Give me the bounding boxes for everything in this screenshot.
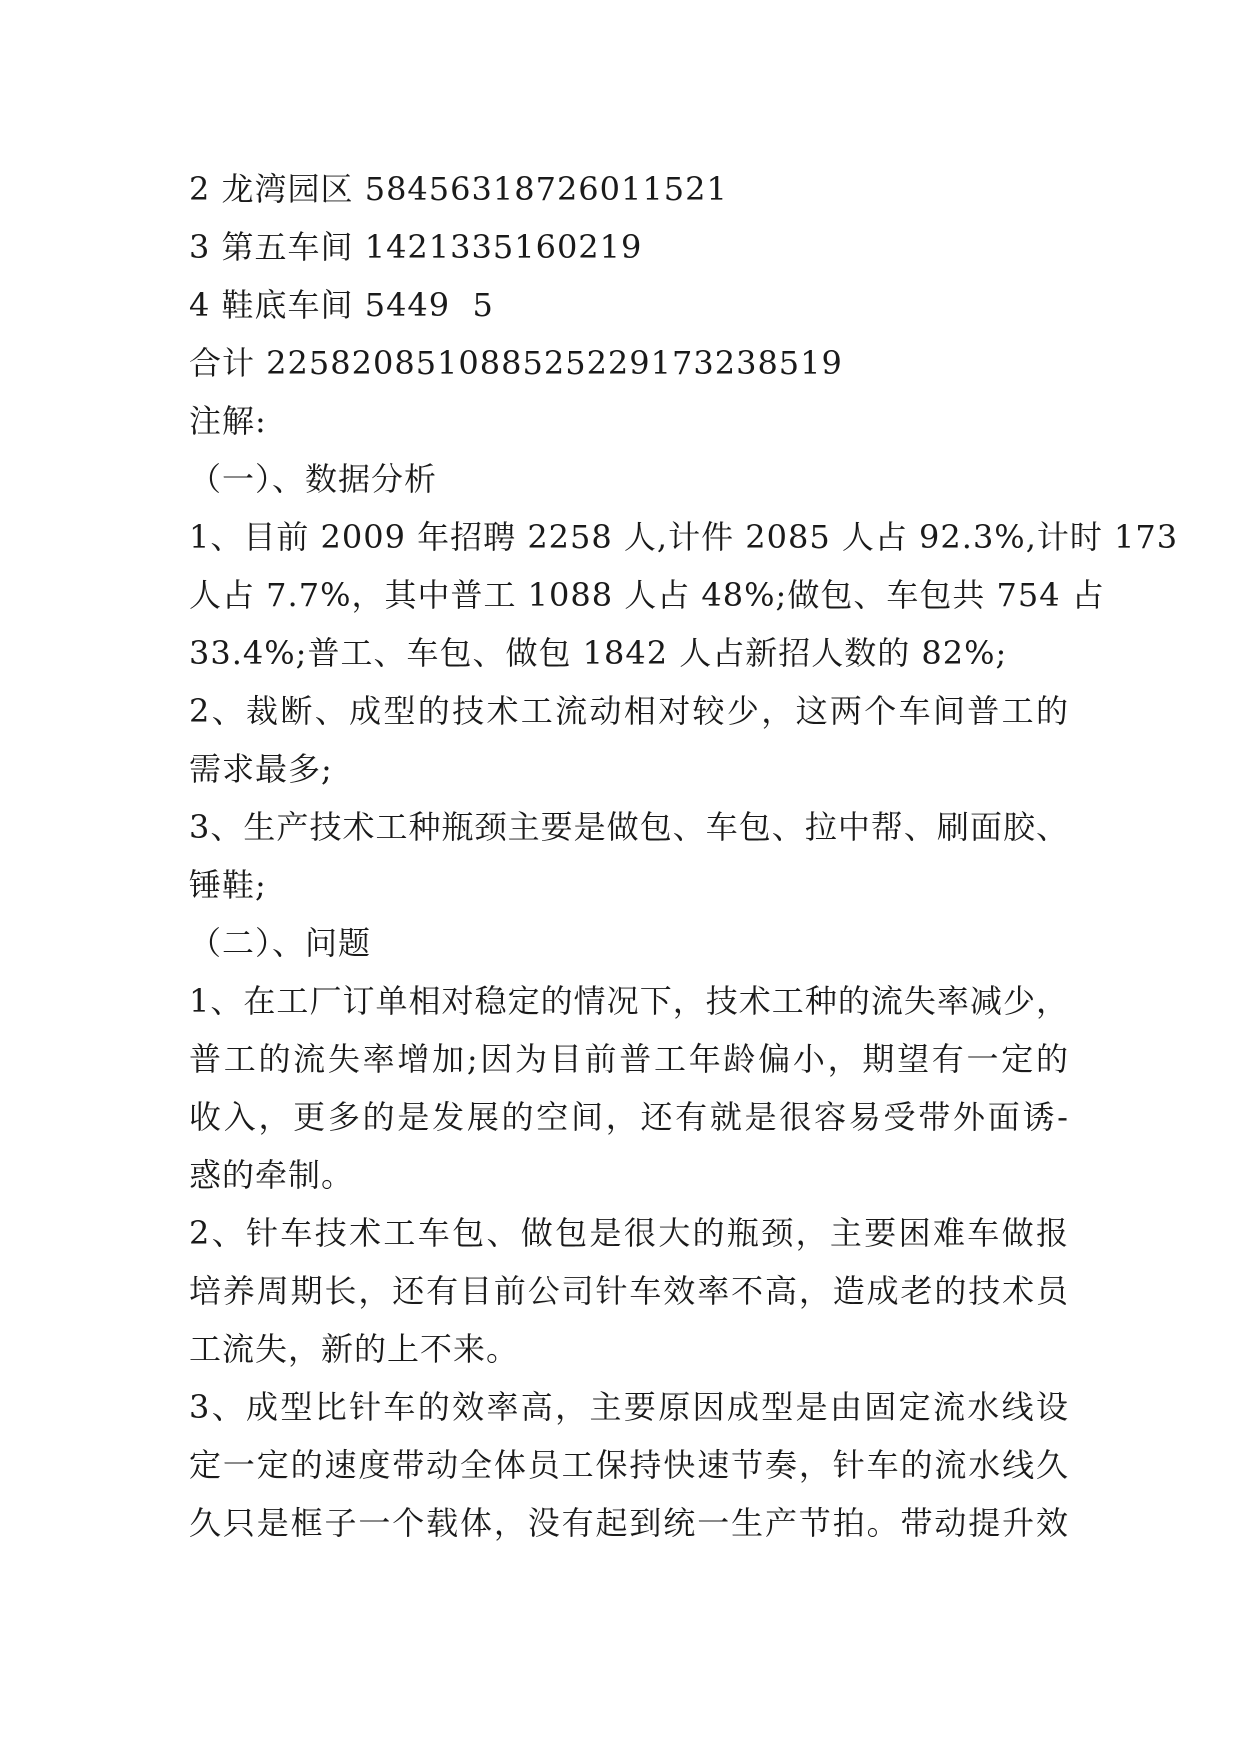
text-line: 2 龙湾园区 58456318726011521 <box>189 170 728 208</box>
text-line: 1、在工厂订单相对稳定的情况下，技术工种的流失率减少， <box>189 982 1069 1020</box>
text-line: 4 鞋底车间 5449 5 <box>189 286 494 324</box>
text-line: 定一定的速度带动全体员工保持快速节奏，针车的流水线久 <box>189 1446 1069 1484</box>
text-line: 3、生产技术工种瓶颈主要是做包、车包、拉中帮、刷面胶、 <box>189 808 1069 846</box>
text-line: 3、成型比针车的效率高，主要原因成型是由固定流水线设 <box>189 1388 1069 1426</box>
section-heading: （二）、问题 <box>189 924 372 962</box>
text-line: 培养周期长，还有目前公司针车效率不高，造成老的技术员 <box>189 1272 1069 1310</box>
text-line: 锤鞋; <box>189 866 267 904</box>
text-line: 1、目前 2009 年招聘 2258 人,计件 2085 人占 92.3%,计时 173 <box>189 518 1179 556</box>
text-line: 合计 22582085108852522917323851​9 <box>189 344 843 382</box>
text-line: 33.4%;普工、车包、做包 1842 人占新招人数的 82%; <box>189 634 1008 672</box>
document-body <box>189 160 1179 1552</box>
text-line: 注解: <box>189 402 267 440</box>
text-line: 惑的牵制。 <box>189 1156 355 1194</box>
text-line: 收入，更多的是发展的空间，还有就是很容易受带外面诱- <box>189 1098 1069 1136</box>
section-heading: （一）、数据分析 <box>189 460 438 498</box>
text-line: 工流失，新的上不来。 <box>189 1330 520 1368</box>
text-line: 2、裁断、成型的技术工流动相对较少，这两个车间普工的 <box>189 692 1069 730</box>
text-line: 人占 7.7%，其中普工 1088 人占 48%;做包、车包共 754 占 <box>189 576 1105 614</box>
text-line: 2、针车技术工车包、做包是很大的瓶颈，主要困难车做报 <box>189 1214 1069 1252</box>
text-line: 3 第五车间 1421335160219 <box>189 228 643 266</box>
text-line: 久只是框子一个载体，没有起到统一生产节拍。带动提升效 <box>189 1504 1069 1542</box>
text-line: 普工的流失率增加;因为目前普工年龄偏小，期望有一定的 <box>189 1040 1069 1078</box>
text-line: 需求最多; <box>189 750 333 788</box>
